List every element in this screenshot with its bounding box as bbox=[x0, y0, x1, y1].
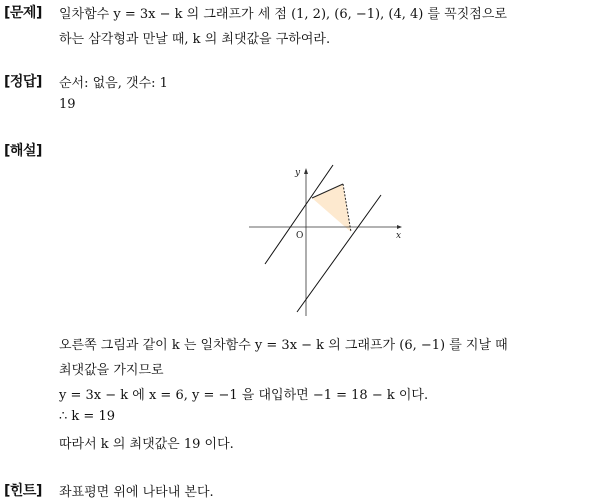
hint-tag: [힌트] bbox=[4, 483, 42, 499]
x-axis-label: x bbox=[396, 231, 402, 241]
explanation-line-4: ∴ k = 19 bbox=[59, 409, 115, 424]
y-axis-arrow bbox=[304, 168, 308, 174]
hint-text: 좌표평면 위에 나타내 본다. bbox=[59, 485, 214, 500]
problem-line-1: 일차함수 y = 3x − k 의 그래프가 세 점 (1, 2), (6, −1), (4, 4) 를 꼭짓점으로 bbox=[59, 7, 507, 22]
explanation-line-3: y = 3x − k 에 x = 6, y = −1 을 대입하면 −1 = 18 − k 이다. bbox=[59, 388, 429, 403]
y-axis-label: y bbox=[295, 168, 301, 178]
problem-tag: [문제] bbox=[4, 5, 42, 21]
problem-line-2: 하는 삼각형과 만날 때, k 의 최댓값을 구하여라. bbox=[59, 32, 331, 47]
explanation-line-1: 오른쪽 그림과 같이 k 는 일차함수 y = 3x − k 의 그래프가 (6, −1) 를 지날 때 bbox=[59, 338, 508, 353]
answer-line-1: 순서: 없음, 갯수: 1 bbox=[59, 76, 168, 91]
line-upper bbox=[265, 165, 333, 264]
explanation-tag: [해설] bbox=[4, 143, 42, 159]
coordinate-graph bbox=[245, 162, 405, 320]
origin-label: O bbox=[296, 231, 304, 241]
x-axis-arrow bbox=[397, 225, 402, 229]
explanation-line-5: 따라서 k 의 최댓값은 19 이다. bbox=[59, 437, 234, 452]
explanation-line-2: 최댓값을 가지므로 bbox=[59, 363, 164, 378]
triangle-region bbox=[312, 184, 351, 232]
answer-tag: [정답] bbox=[4, 74, 42, 90]
answer-value: 19 bbox=[59, 97, 76, 112]
